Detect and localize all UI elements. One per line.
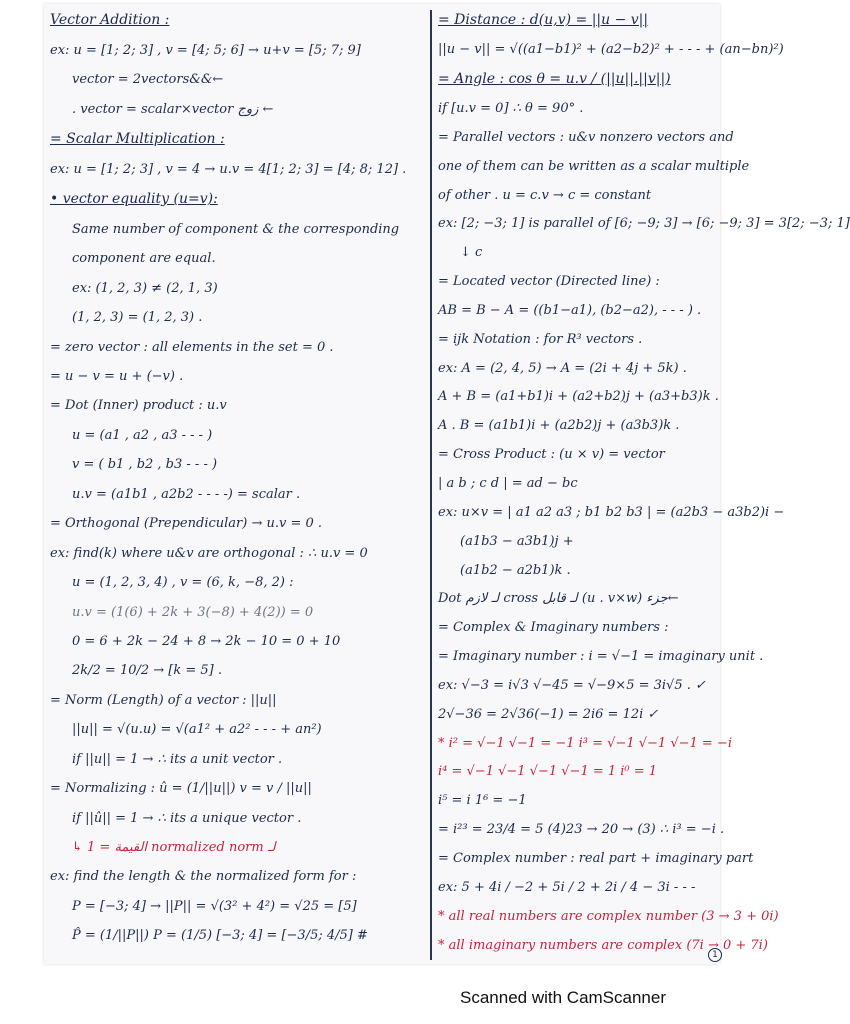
note-line: = Orthogonal (Prependicular) → u.v = 0 . bbox=[50, 516, 323, 532]
note-line: i⁵ = i 1⁶ = −1 bbox=[438, 793, 527, 809]
note-line: if [u.v = 0] ∴ θ = 90° . bbox=[438, 101, 584, 117]
note-line: P = [−3; 4] → ||P|| = √(3² + 4²) = √25 = [5] bbox=[72, 898, 357, 914]
note-line: = i²³ = 23/4 = 5 (4)23 → 20 → (3) ∴ i³ = −i . bbox=[438, 822, 725, 838]
left-column bbox=[50, 12, 422, 958]
note-line: = zero vector : all elements in the set = 0 . bbox=[50, 339, 334, 355]
note-line: = Located vector (Directed line) : bbox=[438, 274, 660, 290]
note-line: • vector equality (u=v): bbox=[50, 191, 218, 208]
note-line: * i² = √−1 √−1 = −1 i³ = √−1 √−1 √−1 = −i bbox=[438, 735, 732, 751]
note-line: * all real numbers are complex number (3 → 3 + 0i) bbox=[438, 908, 779, 924]
note-line: = Complex & Imaginary numbers : bbox=[438, 620, 669, 636]
note-line: u.v = (a1b1 , a2b2 - - - -) = scalar . bbox=[72, 486, 301, 502]
note-line: (1, 2, 3) = (1, 2, 3) . bbox=[72, 310, 203, 326]
note-line: = Imaginary number : i = √−1 = imaginary unit . bbox=[438, 649, 764, 665]
note-line: ||u − v|| = √((a1−b1)² + (a2−b2)² + - - - + (an−bn)²) bbox=[438, 42, 784, 58]
notes-sheet bbox=[44, 4, 850, 964]
note-line: Same number of component & the corresponding bbox=[72, 221, 400, 237]
note-line: = Norm (Length) of a vector : ||u|| bbox=[50, 692, 277, 708]
note-line: ex: u×v = | a1 a2 a3 ; b1 b2 b3 | = (a2b3 − a3b2)i − bbox=[438, 504, 785, 520]
note-line: vector = 2vectors&&← bbox=[72, 72, 224, 88]
note-line: ex: u = [1; 2; 3] , v = [4; 5; 6] → u+v = [5; 7; 9] bbox=[50, 42, 361, 58]
note-line: * all imaginary numbers are complex (7i → 0 + 7i) bbox=[438, 937, 768, 953]
note-line: ex: 5 + 4i / −2 + 5i / 2 + 2i / 4 − 3i - - - bbox=[438, 879, 696, 895]
column-divider bbox=[430, 10, 432, 960]
right-column bbox=[438, 12, 850, 966]
note-line: ex: find the length & the normalized form for : bbox=[50, 869, 357, 885]
note-line: u = (a1 , a2 , a3 - - - ) bbox=[72, 427, 213, 443]
note-line: = Complex number : real part + imaginary part bbox=[438, 850, 754, 866]
note-line: = u − v = u + (−v) . bbox=[50, 369, 184, 384]
note-line: i⁴ = √−1 √−1 √−1 √−1 = 1 i⁰ = 1 bbox=[438, 764, 658, 780]
note-line: ↓ c bbox=[460, 245, 483, 261]
note-line: A + B = (a1+b1)i + (a2+b2)j + (a3+b3)k . bbox=[438, 389, 719, 405]
note-line: u.v = (1(6) + 2k + 3(−8) + 4(2)) = 0 bbox=[72, 604, 314, 620]
note-line: ex: √−3 = i√3 √−45 = √−9×5 = 3i√5 . ✓ bbox=[438, 677, 706, 693]
note-line: Dot لـ لازم cross لـ قابل (u . v×w) جزء← bbox=[438, 591, 679, 607]
note-line: ↳ 1 = القيمة normalized norm لـ bbox=[72, 840, 276, 855]
note-line: = Scalar Multiplication : bbox=[50, 131, 225, 147]
note-line: if ||u|| = 1 → ∴ its a unit vector . bbox=[72, 751, 283, 767]
note-line: ex: A = (2, 4, 5) → A = (2i + 4j + 5k) . bbox=[438, 360, 687, 376]
note-line: A . B = (a1b1)i + (a2b2)j + (a3b3)k . bbox=[438, 418, 680, 434]
note-line: = Parallel vectors : u&v nonzero vectors and bbox=[438, 129, 734, 145]
note-line: if ||û|| = 1 → ∴ its a unique vector . bbox=[72, 810, 302, 826]
note-line: = Dot (Inner) product : u.v bbox=[50, 398, 227, 414]
page-number: 1 bbox=[708, 948, 722, 962]
note-line: ex: u = [1; 2; 3] , v = 4 → u.v = 4[1; 2; 3] = [4; 8; 12] . bbox=[50, 161, 407, 177]
note-line: = Normalizing : û = (1/||u||) v = v / ||u|| bbox=[50, 781, 312, 797]
note-line: = Cross Product : (u × v) = vector bbox=[438, 447, 665, 463]
note-line: 2√−36 = 2√36(−1) = 2i6 = 12i ✓ bbox=[438, 706, 659, 722]
note-line: of other . u = c.v → c = constant bbox=[438, 187, 652, 203]
note-line: Vector Addition : bbox=[50, 12, 170, 28]
note-line: . vector = scalar×vector زوج ← bbox=[72, 101, 274, 117]
note-line: ex: [2; −3; 1] is parallel of [6; −9; 3] → [6; −9; 3] = 3[2; −3; 1] bbox=[438, 216, 850, 232]
note-line: 0 = 6 + 2k − 24 + 8 → 2k − 10 = 0 + 10 bbox=[72, 633, 341, 649]
note-line: u = (1, 2, 3, 4) , v = (6, k, −8, 2) : bbox=[72, 575, 294, 591]
scanner-watermark: Scanned with CamScanner bbox=[460, 988, 667, 1007]
note-line: = Distance : d(u,v) = ||u − v|| bbox=[438, 12, 649, 28]
note-line: 2k/2 = 10/2 → [k = 5] . bbox=[72, 663, 223, 679]
note-line: | a b ; c d | = ad − bc bbox=[438, 476, 578, 491]
note-line: ex: find(k) where u&v are orthogonal : ∴ u.v = 0 bbox=[50, 545, 368, 561]
note-line: ex: (1, 2, 3) ≠ (2, 1, 3) bbox=[72, 280, 218, 296]
note-line: one of them can be written as a scalar multiple bbox=[438, 158, 750, 174]
note-line: (a1b2 − a2b1)k . bbox=[460, 562, 571, 578]
note-line: AB = B − A = ((b1−a1), (b2−a2), - - - ) . bbox=[438, 302, 702, 318]
note-line: = Angle : cos θ = u.v / (||u||.||v||) bbox=[438, 70, 671, 87]
note-line: ||u|| = √(u.u) = √(a1² + a2² - - - + an²) bbox=[72, 722, 322, 738]
note-line: (a1b3 − a3b1)j + bbox=[460, 533, 574, 549]
note-line: P̂ = (1/||P||) P = (1/5) [−3; 4] = [−3/5; 4/5] # bbox=[72, 928, 368, 944]
note-line: component are equal. bbox=[72, 251, 216, 267]
note-line: v = ( b1 , b2 , b3 - - - ) bbox=[72, 457, 218, 473]
note-line: = ijk Notation : for R³ vectors . bbox=[438, 331, 643, 347]
